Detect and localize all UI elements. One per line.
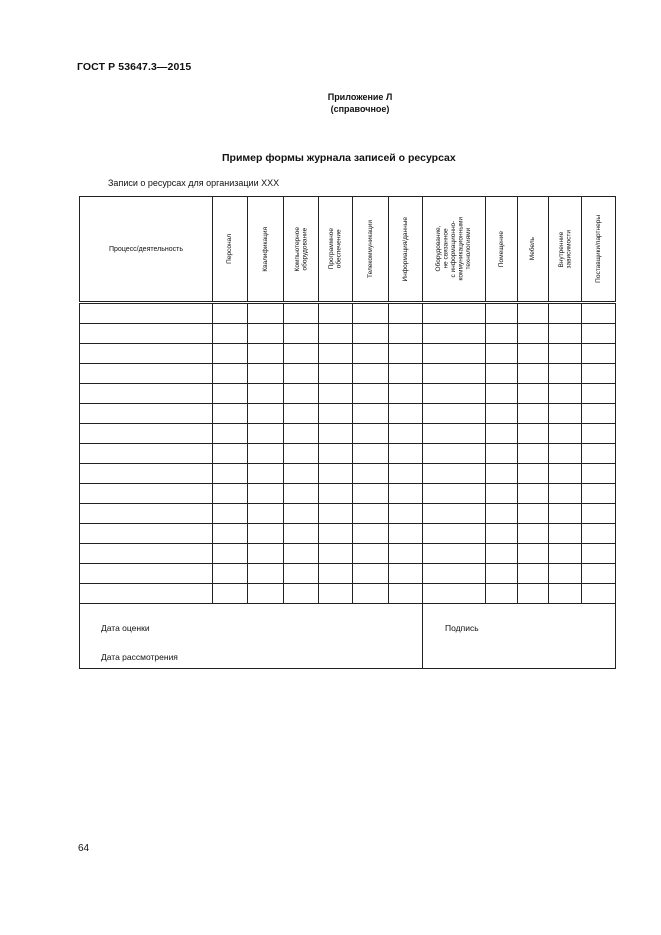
resource-cell xyxy=(284,444,319,464)
resource-cell xyxy=(284,384,319,404)
resource-cell xyxy=(549,504,582,524)
resource-cell xyxy=(353,404,389,424)
column-header xyxy=(284,197,319,303)
resource-cell xyxy=(486,303,518,324)
resource-cell xyxy=(284,404,319,424)
process-cell xyxy=(80,504,213,524)
resource-cell xyxy=(486,584,518,604)
resource-cell xyxy=(549,404,582,424)
resource-cell xyxy=(582,584,616,604)
resource-cell xyxy=(423,424,486,444)
resource-cell xyxy=(353,504,389,524)
resource-cell xyxy=(486,444,518,464)
resource-cell xyxy=(423,524,486,544)
resource-cell xyxy=(486,524,518,544)
resource-cell xyxy=(549,524,582,544)
resource-cell xyxy=(486,484,518,504)
resource-cell xyxy=(518,544,549,564)
resource-cell xyxy=(582,424,616,444)
column-header xyxy=(319,197,353,303)
resource-cell xyxy=(423,444,486,464)
column-header xyxy=(248,197,284,303)
resource-records-table xyxy=(79,196,616,669)
table-row xyxy=(80,524,616,544)
resource-cell xyxy=(518,584,549,604)
resource-cell xyxy=(353,424,389,444)
resource-cell xyxy=(248,444,284,464)
process-cell xyxy=(80,444,213,464)
annex-type: (справочное) xyxy=(330,104,390,114)
resource-cell xyxy=(423,504,486,524)
resource-cell xyxy=(213,384,248,404)
form-subtitle: Записи о ресурсах для организации XXX xyxy=(108,178,280,188)
resource-cell xyxy=(353,444,389,464)
process-cell xyxy=(80,524,213,544)
resource-cell xyxy=(423,344,486,364)
resource-cell xyxy=(549,444,582,464)
resource-cell xyxy=(284,524,319,544)
resource-cell xyxy=(549,584,582,604)
resource-cell xyxy=(389,324,423,344)
resource-cell xyxy=(284,584,319,604)
resource-cell xyxy=(582,464,616,484)
table-row xyxy=(80,544,616,564)
resource-cell xyxy=(423,484,486,504)
process-cell xyxy=(80,303,213,324)
column-header-label: Информация/данные xyxy=(401,216,409,282)
resource-cell xyxy=(213,464,248,484)
resource-cell xyxy=(248,384,284,404)
resource-cell xyxy=(353,364,389,384)
resource-cell xyxy=(582,524,616,544)
resource-cell xyxy=(518,464,549,484)
table-row xyxy=(80,584,616,604)
resource-cell xyxy=(284,544,319,564)
resource-cell xyxy=(213,444,248,464)
resource-cell xyxy=(549,324,582,344)
column-header xyxy=(486,197,518,303)
table-row xyxy=(80,564,616,584)
resource-cell xyxy=(319,464,353,484)
resource-cell xyxy=(486,504,518,524)
resource-cell xyxy=(486,364,518,384)
column-header-label: Квалификация xyxy=(261,226,269,272)
resource-cell xyxy=(353,524,389,544)
resource-cell xyxy=(549,303,582,324)
resource-cell xyxy=(319,484,353,504)
resource-cell xyxy=(319,384,353,404)
resource-cell xyxy=(389,544,423,564)
process-cell xyxy=(80,464,213,484)
resource-cell xyxy=(213,344,248,364)
table-row xyxy=(80,364,616,384)
resource-cell xyxy=(284,344,319,364)
resource-cell xyxy=(518,444,549,464)
resource-cell xyxy=(582,384,616,404)
resource-cell xyxy=(486,424,518,444)
table-row xyxy=(80,484,616,504)
resource-cell xyxy=(248,404,284,424)
column-header xyxy=(213,197,248,303)
process-cell xyxy=(80,424,213,444)
form-title: Пример формы журнала записей о ресурсах xyxy=(222,152,456,164)
resource-cell xyxy=(549,564,582,584)
resource-cell xyxy=(389,484,423,504)
resource-cell xyxy=(549,384,582,404)
footer-signature-cell xyxy=(423,604,616,669)
column-header-process xyxy=(80,197,213,303)
resource-cell xyxy=(518,404,549,424)
resource-cell xyxy=(389,524,423,544)
resource-cell xyxy=(518,424,549,444)
resource-cell xyxy=(319,564,353,584)
resource-cell xyxy=(248,564,284,584)
resource-cell xyxy=(213,524,248,544)
resource-cell xyxy=(284,424,319,444)
resource-cell xyxy=(319,364,353,384)
resource-cell xyxy=(353,564,389,584)
annex-title: Приложение Л xyxy=(327,92,393,102)
resource-cell xyxy=(486,544,518,564)
resource-cell xyxy=(423,404,486,424)
resource-cell xyxy=(423,464,486,484)
resource-cell xyxy=(389,344,423,364)
resource-cell xyxy=(213,364,248,384)
resource-cell xyxy=(518,364,549,384)
resource-cell xyxy=(389,464,423,484)
resource-cell xyxy=(423,364,486,384)
resource-cell xyxy=(423,303,486,324)
resource-cell xyxy=(319,404,353,424)
resource-cell xyxy=(518,303,549,324)
resource-cell xyxy=(319,424,353,444)
resource-cell xyxy=(213,424,248,444)
table-row xyxy=(80,464,616,484)
process-cell xyxy=(80,584,213,604)
process-cell xyxy=(80,564,213,584)
resource-cell xyxy=(248,484,284,504)
column-header xyxy=(389,197,423,303)
resource-cell xyxy=(549,484,582,504)
resource-cell xyxy=(284,504,319,524)
resource-cell xyxy=(284,324,319,344)
resource-cell xyxy=(319,524,353,544)
resource-cell xyxy=(213,544,248,564)
resource-cell xyxy=(389,444,423,464)
resource-cell xyxy=(423,324,486,344)
resource-cell xyxy=(486,344,518,364)
resource-cell xyxy=(319,504,353,524)
resource-cell xyxy=(486,564,518,584)
resource-cell xyxy=(549,364,582,384)
resource-cell xyxy=(248,524,284,544)
resource-cell xyxy=(213,484,248,504)
resource-cell xyxy=(248,324,284,344)
resource-cell xyxy=(319,324,353,344)
resource-cell xyxy=(353,344,389,364)
resource-cell xyxy=(248,303,284,324)
resource-cell xyxy=(389,504,423,524)
resource-cell xyxy=(582,564,616,584)
resource-cell xyxy=(248,364,284,384)
resource-cell xyxy=(582,324,616,344)
resource-cell xyxy=(213,303,248,324)
column-header-label: Мебель xyxy=(529,237,537,261)
table-row xyxy=(80,424,616,444)
resource-cell xyxy=(582,344,616,364)
resource-cell xyxy=(582,303,616,324)
resource-cell xyxy=(486,464,518,484)
resource-cell xyxy=(319,344,353,364)
table-row xyxy=(80,344,616,364)
resource-cell xyxy=(353,464,389,484)
resource-cell xyxy=(518,384,549,404)
process-cell xyxy=(80,384,213,404)
resource-cell xyxy=(213,564,248,584)
resource-cell xyxy=(486,384,518,404)
column-header-label: Программное обеспечение xyxy=(328,228,343,270)
table-row xyxy=(80,303,616,324)
column-header xyxy=(423,197,486,303)
page-number: 64 xyxy=(78,843,90,854)
column-header xyxy=(549,197,582,303)
resource-cell xyxy=(582,404,616,424)
resource-cell xyxy=(549,464,582,484)
resource-cell xyxy=(248,504,284,524)
resource-cell xyxy=(248,544,284,564)
resource-cell xyxy=(353,384,389,404)
process-cell xyxy=(80,344,213,364)
resource-cell xyxy=(319,544,353,564)
resource-cell xyxy=(549,344,582,364)
resource-cell xyxy=(518,344,549,364)
resource-cell xyxy=(389,364,423,384)
resource-cell xyxy=(213,584,248,604)
resource-cell xyxy=(248,584,284,604)
resource-cell xyxy=(582,484,616,504)
resource-cell xyxy=(319,444,353,464)
column-header xyxy=(353,197,389,303)
resource-cell xyxy=(353,584,389,604)
resource-cell xyxy=(486,404,518,424)
resource-cell xyxy=(389,404,423,424)
resource-cell xyxy=(423,544,486,564)
footer-dates-cell xyxy=(80,604,423,669)
date-evaluation-label: Дата оценки xyxy=(101,623,150,633)
table-row xyxy=(80,324,616,344)
process-cell xyxy=(80,404,213,424)
resource-cell xyxy=(518,504,549,524)
column-header xyxy=(582,197,616,303)
signature-label: Подпись xyxy=(445,623,479,633)
table-row xyxy=(80,444,616,464)
resource-cell xyxy=(518,324,549,344)
table-row xyxy=(80,384,616,404)
resource-cell xyxy=(353,484,389,504)
column-header-label: Телекоммуникации xyxy=(366,219,374,278)
column-header xyxy=(518,197,549,303)
resource-cell xyxy=(389,384,423,404)
resource-cell xyxy=(549,424,582,444)
resource-cell xyxy=(582,504,616,524)
resource-cell xyxy=(582,444,616,464)
resource-cell xyxy=(213,404,248,424)
resource-cell xyxy=(518,484,549,504)
column-header-label: Помещение xyxy=(497,230,505,268)
resource-cell xyxy=(549,544,582,564)
resource-cell xyxy=(518,564,549,584)
table-row xyxy=(80,404,616,424)
process-cell xyxy=(80,484,213,504)
column-header-label: Процесс/деятельность xyxy=(109,245,183,253)
process-cell xyxy=(80,324,213,344)
resource-cell xyxy=(423,384,486,404)
resource-cell xyxy=(423,564,486,584)
resource-cell xyxy=(389,584,423,604)
table-row xyxy=(80,504,616,524)
resource-cell xyxy=(284,464,319,484)
resource-cell xyxy=(213,504,248,524)
process-cell xyxy=(80,544,213,564)
resource-cell xyxy=(213,324,248,344)
resource-cell xyxy=(389,303,423,324)
table-header-row xyxy=(80,197,616,303)
process-cell xyxy=(80,364,213,384)
resource-cell xyxy=(319,584,353,604)
standard-number: ГОСТ Р 53647.3—2015 xyxy=(77,61,192,73)
resource-cell xyxy=(248,464,284,484)
resource-cell xyxy=(582,544,616,564)
resource-cell xyxy=(582,364,616,384)
resource-cell xyxy=(486,324,518,344)
resource-cell xyxy=(284,364,319,384)
date-review-label: Дата рассмотрения xyxy=(101,652,178,662)
column-header-label: Оборудование, не связанное с информационно- коммуникационными технологиями xyxy=(435,217,473,281)
column-header-label: Компьютерное оборудование xyxy=(293,226,308,272)
column-header-label: Персонал xyxy=(226,234,234,264)
resource-cell xyxy=(518,524,549,544)
resource-cell xyxy=(353,324,389,344)
resource-cell xyxy=(248,424,284,444)
resource-cell xyxy=(353,544,389,564)
resource-cell xyxy=(353,303,389,324)
resource-cell xyxy=(284,484,319,504)
resource-cell xyxy=(389,564,423,584)
column-header-label: Поставщики/партнеры xyxy=(594,215,602,283)
resource-cell xyxy=(319,303,353,324)
resource-cell xyxy=(284,303,319,324)
resource-cell xyxy=(423,584,486,604)
column-header-label: Внутренние зависимости xyxy=(557,229,572,269)
resource-cell xyxy=(248,344,284,364)
resource-cell xyxy=(284,564,319,584)
resource-cell xyxy=(389,424,423,444)
